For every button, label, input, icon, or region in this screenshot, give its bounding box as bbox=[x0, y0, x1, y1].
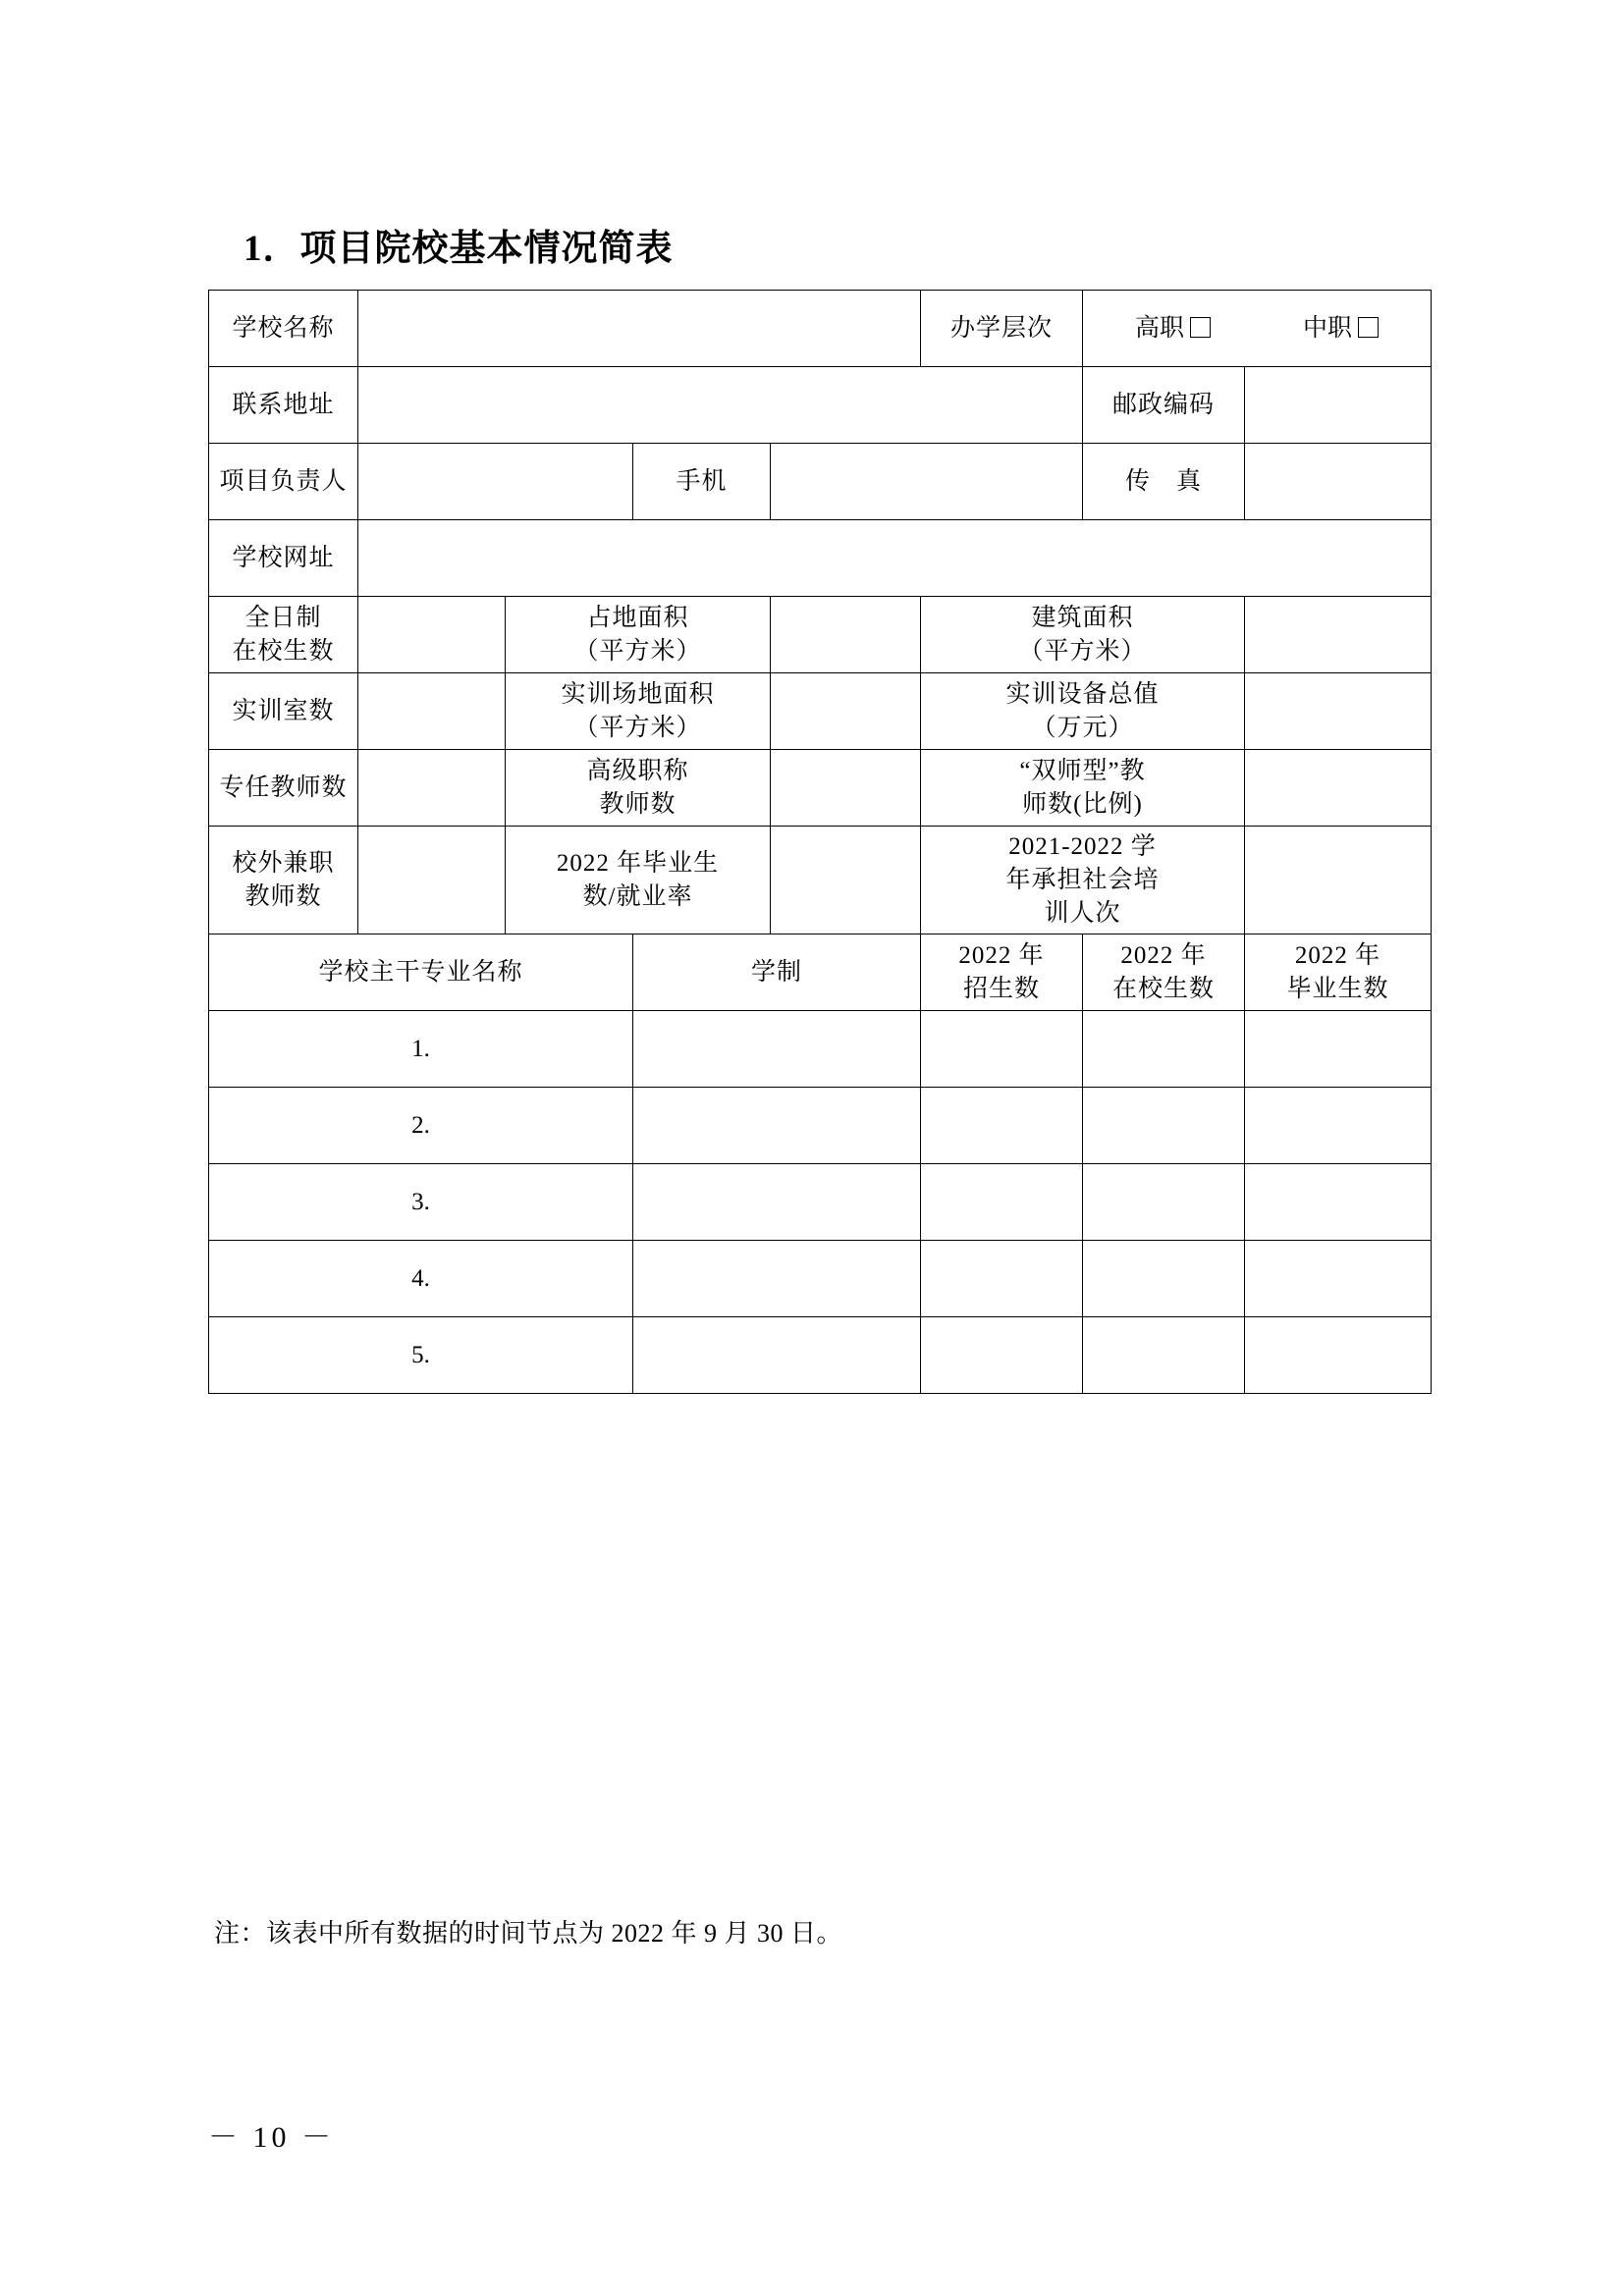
label-social-training-people: 2021-2022 学 年承担社会培 训人次 bbox=[921, 827, 1245, 934]
label-postcode: 邮政编码 bbox=[1083, 367, 1245, 444]
column-header-school-system: 学制 bbox=[633, 934, 921, 1011]
field-major-graduates-2[interactable] bbox=[1245, 1088, 1432, 1164]
column-header-major-name: 学校主干专业名称 bbox=[209, 934, 633, 1011]
column-header-enrollment: 2022 年 招生数 bbox=[921, 934, 1083, 1011]
table-row bbox=[209, 1164, 1432, 1241]
label-training-room-count: 实训室数 bbox=[209, 673, 358, 750]
option-secondary-vocational[interactable]: 中职 bbox=[1303, 312, 1379, 346]
field-major-graduates-1[interactable] bbox=[1245, 1011, 1432, 1088]
field-major-name-3[interactable]: 3. bbox=[209, 1164, 633, 1241]
page-title: 1．项目院校基本情况简表 bbox=[244, 229, 674, 269]
field-parttime-teachers[interactable] bbox=[358, 827, 506, 934]
label-parttime-teachers: 校外兼职 教师数 bbox=[209, 827, 358, 934]
school-basic-info-table bbox=[208, 290, 1432, 1394]
field-school-name[interactable] bbox=[358, 291, 921, 367]
label-training-area: 实训场地面积 （平方米） bbox=[506, 673, 771, 750]
table-row bbox=[209, 367, 1432, 444]
field-training-area[interactable] bbox=[771, 673, 921, 750]
label-senior-title-teachers: 高级职称 教师数 bbox=[506, 750, 771, 827]
field-postcode[interactable] bbox=[1245, 367, 1432, 444]
label-mobile: 手机 bbox=[633, 444, 771, 520]
table-row bbox=[209, 520, 1432, 597]
table-row bbox=[209, 827, 1432, 934]
field-fax[interactable] bbox=[1245, 444, 1432, 520]
page-number: － 10 － bbox=[208, 2121, 335, 2154]
table-row bbox=[209, 1241, 1432, 1317]
field-training-room-count[interactable] bbox=[358, 673, 506, 750]
label-school-name: 学校名称 bbox=[209, 291, 358, 367]
field-major-instudents-3[interactable] bbox=[1083, 1164, 1245, 1241]
field-fulltime-teachers[interactable] bbox=[358, 750, 506, 827]
field-major-instudents-1[interactable] bbox=[1083, 1011, 1245, 1088]
field-major-instudents-5[interactable] bbox=[1083, 1317, 1245, 1394]
table-row bbox=[209, 1088, 1432, 1164]
table-row bbox=[209, 597, 1432, 673]
field-major-enroll-3[interactable] bbox=[921, 1164, 1083, 1241]
field-project-leader[interactable] bbox=[358, 444, 633, 520]
field-major-instudents-4[interactable] bbox=[1083, 1241, 1245, 1317]
table-row bbox=[209, 1317, 1432, 1394]
field-major-enroll-5[interactable] bbox=[921, 1317, 1083, 1394]
field-school-level[interactable] bbox=[1083, 291, 1432, 367]
label-land-area: 占地面积 （平方米） bbox=[506, 597, 771, 673]
table-header-row bbox=[209, 934, 1432, 1011]
field-senior-title-teachers[interactable] bbox=[771, 750, 921, 827]
field-dual-qualified-teachers[interactable] bbox=[1245, 750, 1432, 827]
field-mobile[interactable] bbox=[771, 444, 1083, 520]
column-header-graduates: 2022 年 毕业生数 bbox=[1245, 934, 1432, 1011]
field-major-name-1[interactable]: 1. bbox=[209, 1011, 633, 1088]
table-row bbox=[209, 750, 1432, 827]
field-major-system-5[interactable] bbox=[633, 1317, 921, 1394]
field-contact-address[interactable] bbox=[358, 367, 1083, 444]
field-major-graduates-4[interactable] bbox=[1245, 1241, 1432, 1317]
field-major-graduates-3[interactable] bbox=[1245, 1164, 1432, 1241]
field-major-system-2[interactable] bbox=[633, 1088, 921, 1164]
column-header-current-students: 2022 年 在校生数 bbox=[1083, 934, 1245, 1011]
table-row bbox=[209, 673, 1432, 750]
field-major-system-1[interactable] bbox=[633, 1011, 921, 1088]
field-school-website[interactable] bbox=[358, 520, 1432, 597]
field-major-system-3[interactable] bbox=[633, 1164, 921, 1241]
field-major-name-5[interactable]: 5. bbox=[209, 1317, 633, 1394]
label-school-website: 学校网址 bbox=[209, 520, 358, 597]
field-major-enroll-2[interactable] bbox=[921, 1088, 1083, 1164]
checkbox-secondary-vocational[interactable] bbox=[1358, 317, 1379, 338]
field-graduates-employment[interactable] bbox=[771, 827, 921, 934]
field-fulltime-students[interactable] bbox=[358, 597, 506, 673]
label-equipment-value: 实训设备总值 （万元） bbox=[921, 673, 1245, 750]
field-major-name-2[interactable]: 2. bbox=[209, 1088, 633, 1164]
option-higher-vocational[interactable]: 高职 bbox=[1135, 312, 1211, 346]
label-fulltime-students: 全日制 在校生数 bbox=[209, 597, 358, 673]
field-major-graduates-5[interactable] bbox=[1245, 1317, 1432, 1394]
label-project-leader: 项目负责人 bbox=[209, 444, 358, 520]
field-social-training-people[interactable] bbox=[1245, 827, 1432, 934]
table-row bbox=[209, 444, 1432, 520]
label-building-area: 建筑面积 （平方米） bbox=[921, 597, 1245, 673]
label-school-level: 办学层次 bbox=[921, 291, 1083, 367]
label-fax: 传 真 bbox=[1083, 444, 1245, 520]
label-fulltime-teachers: 专任教师数 bbox=[209, 750, 358, 827]
field-building-area[interactable] bbox=[1245, 597, 1432, 673]
table-note: 注：该表中所有数据的时间节点为 2022 年 9 月 30 日。 bbox=[214, 1919, 843, 1948]
label-graduates-employment: 2022 年毕业生 数/就业率 bbox=[506, 827, 771, 934]
table-row bbox=[209, 1011, 1432, 1088]
field-equipment-value[interactable] bbox=[1245, 673, 1432, 750]
field-major-system-4[interactable] bbox=[633, 1241, 921, 1317]
label-dual-qualified-teachers: “双师型”教 师数(比例) bbox=[921, 750, 1245, 827]
field-land-area[interactable] bbox=[771, 597, 921, 673]
checkbox-higher-vocational[interactable] bbox=[1190, 317, 1211, 338]
field-major-enroll-1[interactable] bbox=[921, 1011, 1083, 1088]
table-row bbox=[209, 291, 1432, 367]
field-major-instudents-2[interactable] bbox=[1083, 1088, 1245, 1164]
field-major-enroll-4[interactable] bbox=[921, 1241, 1083, 1317]
label-contact-address: 联系地址 bbox=[209, 367, 358, 444]
field-major-name-4[interactable]: 4. bbox=[209, 1241, 633, 1317]
